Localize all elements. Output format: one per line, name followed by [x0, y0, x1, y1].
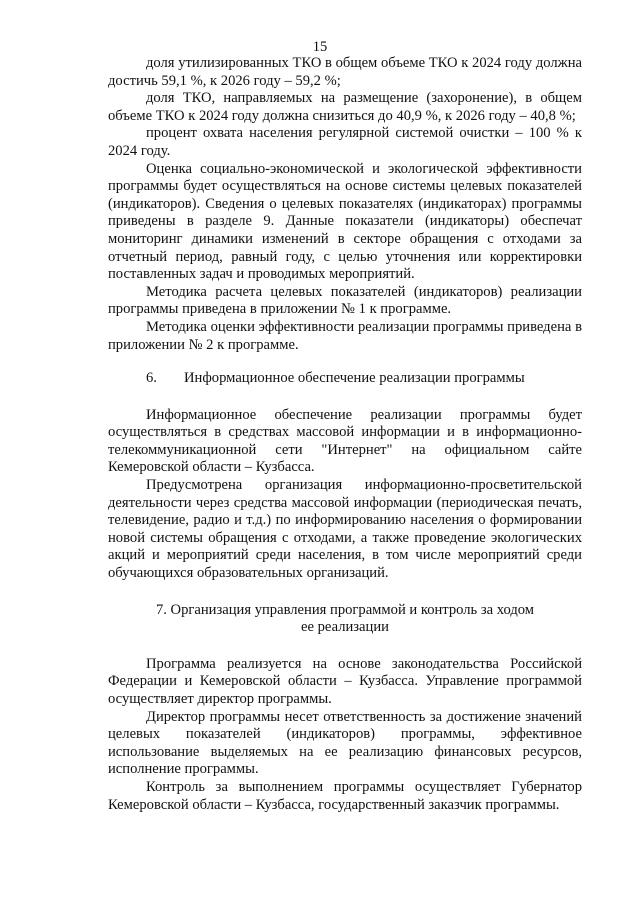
section-7-paragraph: Директор программы несет ответственность за достижение значений целевых показателей (индикаторов) программы, эффективное использование выделяемых на ее реализацию финансовых ресурсов, исполнение программы. — [108, 708, 582, 778]
efficiency-assessment-paragraph: Оценка социально-экономической и экологической эффективности программы будет осуществляться на основе системы целевых показателей (индикаторов). Сведения о целевых показателях (индикаторах) программы приведены в разделе 9. Данные показатели (индикаторы) обеспечат мониторинг динамики изменений в секторе обращения с отходами за отчетный период, равный году, с целью уточнения или корректировки поставленных задач и проводимых мероприятий. — [108, 160, 582, 283]
section-6-paragraph: Информационное обеспечение реализации программы будет осуществляться в средствах массовой информации и в информационно-телекоммуникационной сети "Интернет" на официальном сайте Кемеровской области – Кузбасса. — [108, 406, 582, 476]
target-landfill-share: доля ТКО, направляемых на размещение (захоронение), в общем объеме ТКО к 2024 году должна снизиться до 40,9 %, к 2026 году – 40,8 %; — [108, 90, 582, 124]
page-content — [108, 55, 582, 814]
section-7-title-line-2: ее реализации — [301, 619, 389, 636]
methodology-indicators-paragraph: Методика расчета целевых показателей (индикаторов) реализации программы приведена в приложении № 1 к программе. — [108, 283, 582, 318]
page-number: 15 — [312, 39, 328, 55]
methodology-efficiency-paragraph: Методика оценки эффективности реализации программы приведена в приложении № 2 к программе. — [108, 318, 582, 353]
target-coverage: процент охвата населения регулярной системой очистки – 100 % к 2024 году. — [108, 125, 582, 159]
section-6-title: Информационное обеспечение реализации программы — [184, 370, 525, 387]
target-utilized-share: доля утилизированных ТКО в общем объеме ТКО к 2024 году должна достичь 59,1 %, к 2026 году – 59,2 %; — [108, 55, 582, 89]
section-7-paragraph: Программа реализуется на основе законодательства Российской Федерации и Кемеровской области – Кузбасса. Управление программой осуществляет директор программы. — [108, 655, 582, 707]
section-6-paragraph: Предусмотрена организация информационно-просветительской деятельности через средства массовой информации (периодическая печать, телевидение, радио и т.д.) по информированию населения о формировании новой системы обращения с отходами, а также проведение экологических акций и мероприятий среди населения, в том числе мероприятий среди обучающихся образовательных организаций. — [108, 477, 582, 582]
section-7-heading — [108, 602, 582, 637]
section-6-number: 6. — [146, 370, 157, 387]
section-6-heading — [108, 370, 582, 388]
section-7-paragraph: Контроль за выполнением программы осуществляет Губернатор Кемеровской области – Кузбасса, государственный заказчик программы. — [108, 778, 582, 813]
section-7-title-line-1: 7. Организация управления программой и контроль за ходом — [155, 601, 535, 618]
